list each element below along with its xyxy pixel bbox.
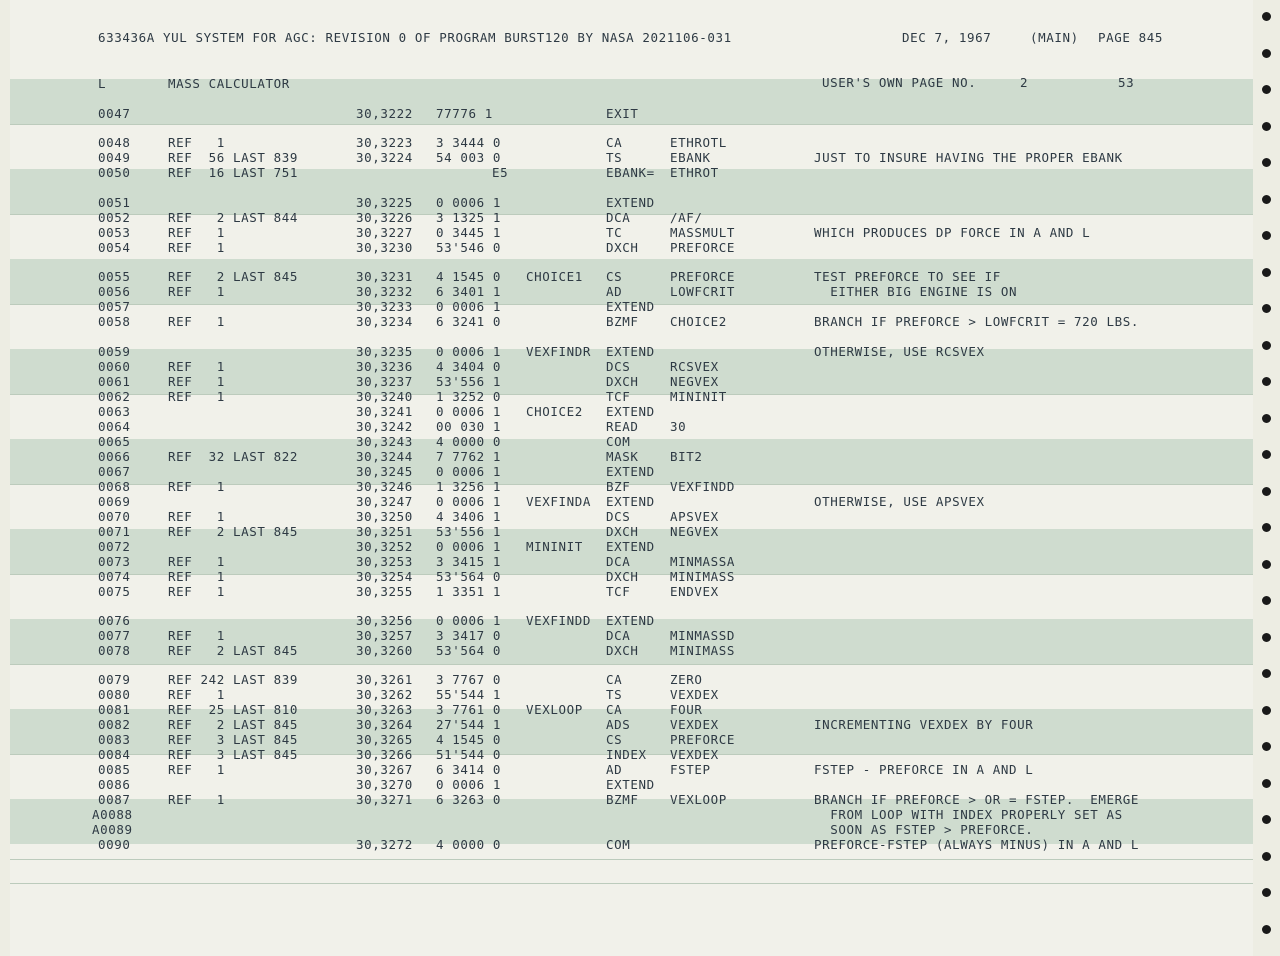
row-octal-word: 6 3241 0 (436, 314, 502, 329)
feed-hole-icon (1262, 633, 1271, 642)
row-cross-reference: REF 1 (168, 509, 225, 524)
row-opcode: EXTEND (606, 613, 655, 628)
row-opcode: TC (606, 225, 623, 240)
feed-hole-icon (1262, 341, 1271, 350)
row-opcode: TCF (606, 389, 631, 404)
row-operand: PREFORCE (670, 240, 736, 255)
row-octal-word: 0 0006 1 (436, 195, 502, 210)
row-operand: CHOICE2 (670, 314, 727, 329)
row-address: 30,3233 (356, 299, 413, 314)
row-octal-word: 3 7767 0 (436, 672, 502, 687)
rule-line (10, 664, 1253, 665)
row-operand: MINIMASS (670, 643, 736, 658)
row-address: 30,3240 (356, 389, 413, 404)
row-octal-word: 4 0000 0 (436, 837, 502, 852)
row-cross-reference: REF 56 LAST 839 (168, 150, 299, 165)
feed-hole-icon (1262, 852, 1271, 861)
row-comment: WHICH PRODUCES DP FORCE IN A AND L (814, 225, 1091, 240)
row-operand: MINIMASS (670, 569, 736, 584)
row-comment: OTHERWISE, USE APSVEX (814, 494, 985, 509)
row-label: CHOICE2 (526, 404, 583, 419)
row-address: 30,3255 (356, 584, 413, 599)
row-octal-word: 0 0006 1 (436, 299, 502, 314)
row-octal-word: 0 0006 1 (436, 404, 502, 419)
row-address: 30,3237 (356, 374, 413, 389)
row-cross-reference: REF 32 LAST 822 (168, 449, 299, 464)
row-cross-reference: REF 1 (168, 628, 225, 643)
row-cross-reference: REF 1 (168, 284, 225, 299)
row-cross-reference: REF 242 LAST 839 (168, 672, 299, 687)
row-seq-number: 0086 (98, 777, 131, 792)
rule-line (10, 124, 1253, 125)
row-address: 30,3246 (356, 479, 413, 494)
row-address: 30,3253 (356, 554, 413, 569)
row-opcode: MASK (606, 449, 639, 464)
row-seq-number: 0084 (98, 747, 131, 762)
row-seq-number: 0061 (98, 374, 131, 389)
feed-hole-icon (1262, 523, 1271, 532)
row-octal-word: 6 3414 0 (436, 762, 502, 777)
row-opcode: TCF (606, 584, 631, 599)
row-operand: RCSVEX (670, 359, 719, 374)
row-opcode: EBANK= (606, 165, 655, 180)
row-octal-word: 00 030 1 (436, 419, 502, 434)
row-seq-number: 0073 (98, 554, 131, 569)
row-seq-number: 0067 (98, 464, 131, 479)
row-octal-word: 53'564 0 (436, 643, 502, 658)
row-octal-word: 55'544 1 (436, 687, 502, 702)
row-address: 30,3272 (356, 837, 413, 852)
row-comment: TEST PREFORCE TO SEE IF (814, 269, 1001, 284)
row-address: 30,3223 (356, 135, 413, 150)
row-seq-number: 0085 (98, 762, 131, 777)
row-opcode: EXTEND (606, 299, 655, 314)
row-address: 30,3247 (356, 494, 413, 509)
row-cross-reference: REF 16 LAST 751 (168, 165, 299, 180)
row-operand: EBANK (670, 150, 711, 165)
row-operand: NEGVEX (670, 524, 719, 539)
row-address: 30,3235 (356, 344, 413, 359)
row-seq-number: 0060 (98, 359, 131, 374)
row-address: 30,3241 (356, 404, 413, 419)
row-cross-reference: REF 25 LAST 810 (168, 702, 299, 717)
feed-hole-icon (1262, 560, 1271, 569)
row-seq-number: 0076 (98, 613, 131, 628)
row-opcode: AD (606, 284, 623, 299)
row-opcode: ADS (606, 717, 631, 732)
row-cross-reference: REF 1 (168, 762, 225, 777)
row-seq-number: 0075 (98, 584, 131, 599)
row-cross-reference: REF 1 (168, 569, 225, 584)
row-octal-word: 6 3263 0 (436, 792, 502, 807)
row-cross-reference: REF 1 (168, 479, 225, 494)
row-opcode: EXTEND (606, 777, 655, 792)
row-seq-number: 0074 (98, 569, 131, 584)
row-address: 30,3234 (356, 314, 413, 329)
row-seq-number: 0052 (98, 210, 131, 225)
row-cross-reference: REF 1 (168, 584, 225, 599)
header-main: (MAIN) (1030, 30, 1079, 45)
row-opcode: AD (606, 762, 623, 777)
row-octal-word: 77776 1 (436, 106, 493, 121)
row-octal-word: 1 3351 1 (436, 584, 502, 599)
feed-hole-icon (1262, 779, 1271, 788)
header-date: DEC 7, 1967 (902, 30, 992, 45)
row-address: 30,3224 (356, 150, 413, 165)
row-octal-word: 0 0006 1 (436, 464, 502, 479)
row-address: 30,3254 (356, 569, 413, 584)
row-opcode: CS (606, 732, 623, 747)
row-operand: APSVEX (670, 509, 719, 524)
feed-hole-icon (1262, 12, 1271, 21)
row-octal-word: 51'544 0 (436, 747, 502, 762)
row-address: 30,3252 (356, 539, 413, 554)
row-comment: FROM LOOP WITH INDEX PROPERLY SET AS (814, 807, 1123, 822)
row-seq-number: 0081 (98, 702, 131, 717)
row-cross-reference: REF 2 LAST 845 (168, 717, 299, 732)
row-octal-word: 6 3401 1 (436, 284, 502, 299)
row-octal-word: 1 3256 1 (436, 479, 502, 494)
row-octal-word: 3 3415 1 (436, 554, 502, 569)
row-operand: MINMASSD (670, 628, 736, 643)
row-seq-number: 0058 (98, 314, 131, 329)
feed-hole-icon (1262, 487, 1271, 496)
row-address: 30,3260 (356, 643, 413, 658)
row-octal-word: 53'564 0 (436, 569, 502, 584)
row-seq-number: 0050 (98, 165, 131, 180)
row-label: VEXLOOP (526, 702, 583, 717)
row-opcode: DXCH (606, 569, 639, 584)
row-comment: JUST TO INSURE HAVING THE PROPER EBANK (814, 150, 1123, 165)
row-opcode: DXCH (606, 524, 639, 539)
subheader-type: L (98, 76, 107, 91)
header-title: 633436A YUL SYSTEM FOR AGC: REVISION 0 OF PROGRAM BURST120 BY NASA 2021106-031 (98, 30, 732, 45)
row-opcode: EXTEND (606, 464, 655, 479)
row-opcode: CA (606, 135, 623, 150)
row-seq-number: 0047 (98, 106, 131, 121)
row-address: 30,3267 (356, 762, 413, 777)
feed-hole-icon (1262, 231, 1271, 240)
feed-hole-icon (1262, 596, 1271, 605)
row-seq-number: 0066 (98, 449, 131, 464)
feed-hole-icon (1262, 414, 1271, 423)
row-opcode: CA (606, 702, 623, 717)
row-seq-number: 0083 (98, 732, 131, 747)
row-address: 30,3271 (356, 792, 413, 807)
row-label: CHOICE1 (526, 269, 583, 284)
row-cross-reference: REF 2 LAST 845 (168, 524, 299, 539)
row-octal-word: 0 0006 1 (436, 613, 502, 628)
row-octal-word: 3 3444 0 (436, 135, 502, 150)
row-operand: MININIT (670, 389, 727, 404)
row-address: 30,3250 (356, 509, 413, 524)
row-comment: BRANCH IF PREFORCE > LOWFCRIT = 720 LBS. (814, 314, 1140, 329)
row-cross-reference: REF 3 LAST 845 (168, 732, 299, 747)
row-address: 30,3251 (356, 524, 413, 539)
row-cross-reference: REF 3 LAST 845 (168, 747, 299, 762)
row-opcode: READ (606, 419, 639, 434)
row-seq-number: 0057 (98, 299, 131, 314)
feed-hole-icon (1262, 304, 1271, 313)
row-operand: LOWFCRIT (670, 284, 736, 299)
row-address: 30,3270 (356, 777, 413, 792)
row-address: 30,3227 (356, 225, 413, 240)
feed-hole-icon (1262, 122, 1271, 131)
row-seq-number: 0059 (98, 344, 131, 359)
row-operand: ETHROTL (670, 135, 727, 150)
row-octal-word: 3 7761 0 (436, 702, 502, 717)
row-opcode: EXTEND (606, 539, 655, 554)
row-seq-number: 0079 (98, 672, 131, 687)
feed-hole-icon (1262, 49, 1271, 58)
row-octal-word: 3 1325 1 (436, 210, 502, 225)
row-opcode: BZMF (606, 314, 639, 329)
row-address: 30,3244 (356, 449, 413, 464)
row-cross-reference: REF 2 LAST 845 (168, 643, 299, 658)
header-page: PAGE 845 (1098, 30, 1164, 45)
row-address: 30,3257 (356, 628, 413, 643)
row-opcode: BZF (606, 479, 631, 494)
row-seq-number: 0065 (98, 434, 131, 449)
row-address: 30,3222 (356, 106, 413, 121)
row-label: VEXFINDR (526, 344, 592, 359)
row-address: 30,3261 (356, 672, 413, 687)
row-address: 30,3226 (356, 210, 413, 225)
row-operand: ZERO (670, 672, 703, 687)
row-comment: EITHER BIG ENGINE IS ON (814, 284, 1018, 299)
row-octal-word: 4 0000 0 (436, 434, 502, 449)
row-opcode: CS (606, 269, 623, 284)
row-opcode: COM (606, 434, 631, 449)
row-cross-reference: REF 1 (168, 240, 225, 255)
row-octal-word: 4 1545 0 (436, 732, 502, 747)
row-label: VEXFINDD (526, 613, 592, 628)
row-opcode: EXTEND (606, 344, 655, 359)
row-octal-word: 4 1545 0 (436, 269, 502, 284)
row-comment: OTHERWISE, USE RCSVEX (814, 344, 985, 359)
row-octal-word: 4 3404 0 (436, 359, 502, 374)
row-address: 30,3232 (356, 284, 413, 299)
row-cross-reference: REF 1 (168, 554, 225, 569)
rule-line (10, 859, 1253, 860)
row-address: 30,3265 (356, 732, 413, 747)
row-comment: INCREMENTING VEXDEX BY FOUR (814, 717, 1034, 732)
row-cross-reference: REF 1 (168, 374, 225, 389)
row-address: 30,3264 (356, 717, 413, 732)
row-opcode: DCS (606, 509, 631, 524)
row-seq-number: 0053 (98, 225, 131, 240)
subheader-user-page: USER'S OWN PAGE NO. (822, 75, 977, 90)
feed-hole-icon (1262, 450, 1271, 459)
row-seq-number: 0077 (98, 628, 131, 643)
row-operand: VEXFINDD (670, 479, 736, 494)
row-operand: MASSMULT (670, 225, 736, 240)
row-octal-word: 0 3445 1 (436, 225, 502, 240)
row-operand: MINMASSA (670, 554, 736, 569)
row-cross-reference: REF 2 LAST 845 (168, 269, 299, 284)
row-opcode: DCA (606, 554, 631, 569)
row-address: 30,3243 (356, 434, 413, 449)
row-opcode: TS (606, 150, 623, 165)
subheader-user-page-number: 2 (1020, 75, 1029, 90)
row-cross-reference: REF 1 (168, 687, 225, 702)
row-seq-number: 0069 (98, 494, 131, 509)
row-operand: /AF/ (670, 210, 703, 225)
row-octal-word: 0 0006 1 (436, 494, 502, 509)
row-comment: FSTEP - PREFORCE IN A AND L (814, 762, 1034, 777)
row-seq-number: A0089 (92, 822, 133, 837)
row-address: 30,3230 (356, 240, 413, 255)
row-cross-reference: REF 1 (168, 389, 225, 404)
row-seq-number: 0090 (98, 837, 131, 852)
row-operand: ETHROT (670, 165, 719, 180)
row-address: 30,3231 (356, 269, 413, 284)
row-octal-word: 0 0006 1 (436, 344, 502, 359)
row-octal-word: 27'544 1 (436, 717, 502, 732)
row-address: 30,3262 (356, 687, 413, 702)
row-operand: VEXDEX (670, 747, 719, 762)
row-octal-word: 53'556 1 (436, 524, 502, 539)
row-seq-number: 0055 (98, 269, 131, 284)
row-comment: BRANCH IF PREFORCE > OR = FSTEP. EMERGE (814, 792, 1140, 807)
row-label: MININIT (526, 539, 583, 554)
row-seq-number: 0054 (98, 240, 131, 255)
row-address: 30,3236 (356, 359, 413, 374)
row-cross-reference: REF 1 (168, 225, 225, 240)
row-opcode: EXTEND (606, 494, 655, 509)
row-comment: PREFORCE-FSTEP (ALWAYS MINUS) IN A AND L (814, 837, 1140, 852)
row-seq-number: 0049 (98, 150, 131, 165)
row-opcode: TS (606, 687, 623, 702)
row-operand: FSTEP (670, 762, 711, 777)
row-seq-number: 0082 (98, 717, 131, 732)
row-cross-reference: REF 1 (168, 135, 225, 150)
row-cross-reference: REF 2 LAST 844 (168, 210, 299, 225)
row-seq-number: 0080 (98, 687, 131, 702)
row-operand: VEXLOOP (670, 792, 727, 807)
row-operand: ENDVEX (670, 584, 719, 599)
row-opcode: DCA (606, 210, 631, 225)
row-address: 30,3266 (356, 747, 413, 762)
feed-hole-icon (1262, 888, 1271, 897)
row-seq-number: 0064 (98, 419, 131, 434)
row-opcode: EXTEND (606, 195, 655, 210)
row-seq-number: 0051 (98, 195, 131, 210)
row-opcode: INDEX (606, 747, 647, 762)
row-address: 30,3225 (356, 195, 413, 210)
feed-hole-icon (1262, 742, 1271, 751)
row-operand: NEGVEX (670, 374, 719, 389)
row-octal-word: 0 0006 1 (436, 777, 502, 792)
subheader-title: MASS CALCULATOR (168, 76, 290, 91)
feed-hole-icon (1262, 925, 1271, 934)
row-opcode: DCS (606, 359, 631, 374)
row-comment: SOON AS FSTEP > PREFORCE. (814, 822, 1034, 837)
row-seq-number: 0078 (98, 643, 131, 658)
feed-hole-icon (1262, 158, 1271, 167)
feed-hole-icon (1262, 706, 1271, 715)
row-octal-word: 53'546 0 (436, 240, 502, 255)
row-operand: PREFORCE (670, 732, 736, 747)
row-opcode: CA (606, 672, 623, 687)
row-opcode: DXCH (606, 374, 639, 389)
row-operand: BIT2 (670, 449, 703, 464)
feed-hole-icon (1262, 195, 1271, 204)
subheader-code: 53 (1118, 75, 1135, 90)
row-cross-reference: REF 1 (168, 314, 225, 329)
row-octal-word: 53'556 1 (436, 374, 502, 389)
row-label: VEXFINDA (526, 494, 592, 509)
row-seq-number: 0056 (98, 284, 131, 299)
feed-hole-icon (1262, 85, 1271, 94)
row-seq-number: 0070 (98, 509, 131, 524)
row-seq-number: 0087 (98, 792, 131, 807)
feed-hole-icon (1262, 377, 1271, 386)
row-address: 30,3245 (356, 464, 413, 479)
row-operand: 30 (670, 419, 687, 434)
row-cross-reference: REF 1 (168, 792, 225, 807)
row-address: 30,3242 (356, 419, 413, 434)
row-octal-word: E5 (492, 165, 509, 180)
row-operand: PREFORCE (670, 269, 736, 284)
row-octal-word: 3 3417 0 (436, 628, 502, 643)
row-address: 30,3256 (356, 613, 413, 628)
row-operand: VEXDEX (670, 687, 719, 702)
row-octal-word: 7 7762 1 (436, 449, 502, 464)
row-opcode: DXCH (606, 240, 639, 255)
row-opcode: EXTEND (606, 404, 655, 419)
row-opcode: BZMF (606, 792, 639, 807)
row-seq-number: 0062 (98, 389, 131, 404)
tractor-feed-holes (1253, 0, 1280, 956)
row-seq-number: 0072 (98, 539, 131, 554)
row-cross-reference: REF 1 (168, 359, 225, 374)
row-operand: FOUR (670, 702, 703, 717)
row-seq-number: 0068 (98, 479, 131, 494)
row-seq-number: 0063 (98, 404, 131, 419)
row-octal-word: 0 0006 1 (436, 539, 502, 554)
row-address: 30,3263 (356, 702, 413, 717)
row-seq-number: 0048 (98, 135, 131, 150)
row-octal-word: 4 3406 1 (436, 509, 502, 524)
row-seq-number: A0088 (92, 807, 133, 822)
feed-hole-icon (1262, 815, 1271, 824)
row-operand: VEXDEX (670, 717, 719, 732)
feed-hole-icon (1262, 669, 1271, 678)
row-octal-word: 54 003 0 (436, 150, 502, 165)
row-opcode: DCA (606, 628, 631, 643)
feed-hole-icon (1262, 268, 1271, 277)
row-seq-number: 0071 (98, 524, 131, 539)
row-octal-word: 1 3252 0 (436, 389, 502, 404)
row-opcode: DXCH (606, 643, 639, 658)
row-opcode: COM (606, 837, 631, 852)
rule-line (10, 883, 1253, 884)
row-opcode: EXIT (606, 106, 639, 121)
